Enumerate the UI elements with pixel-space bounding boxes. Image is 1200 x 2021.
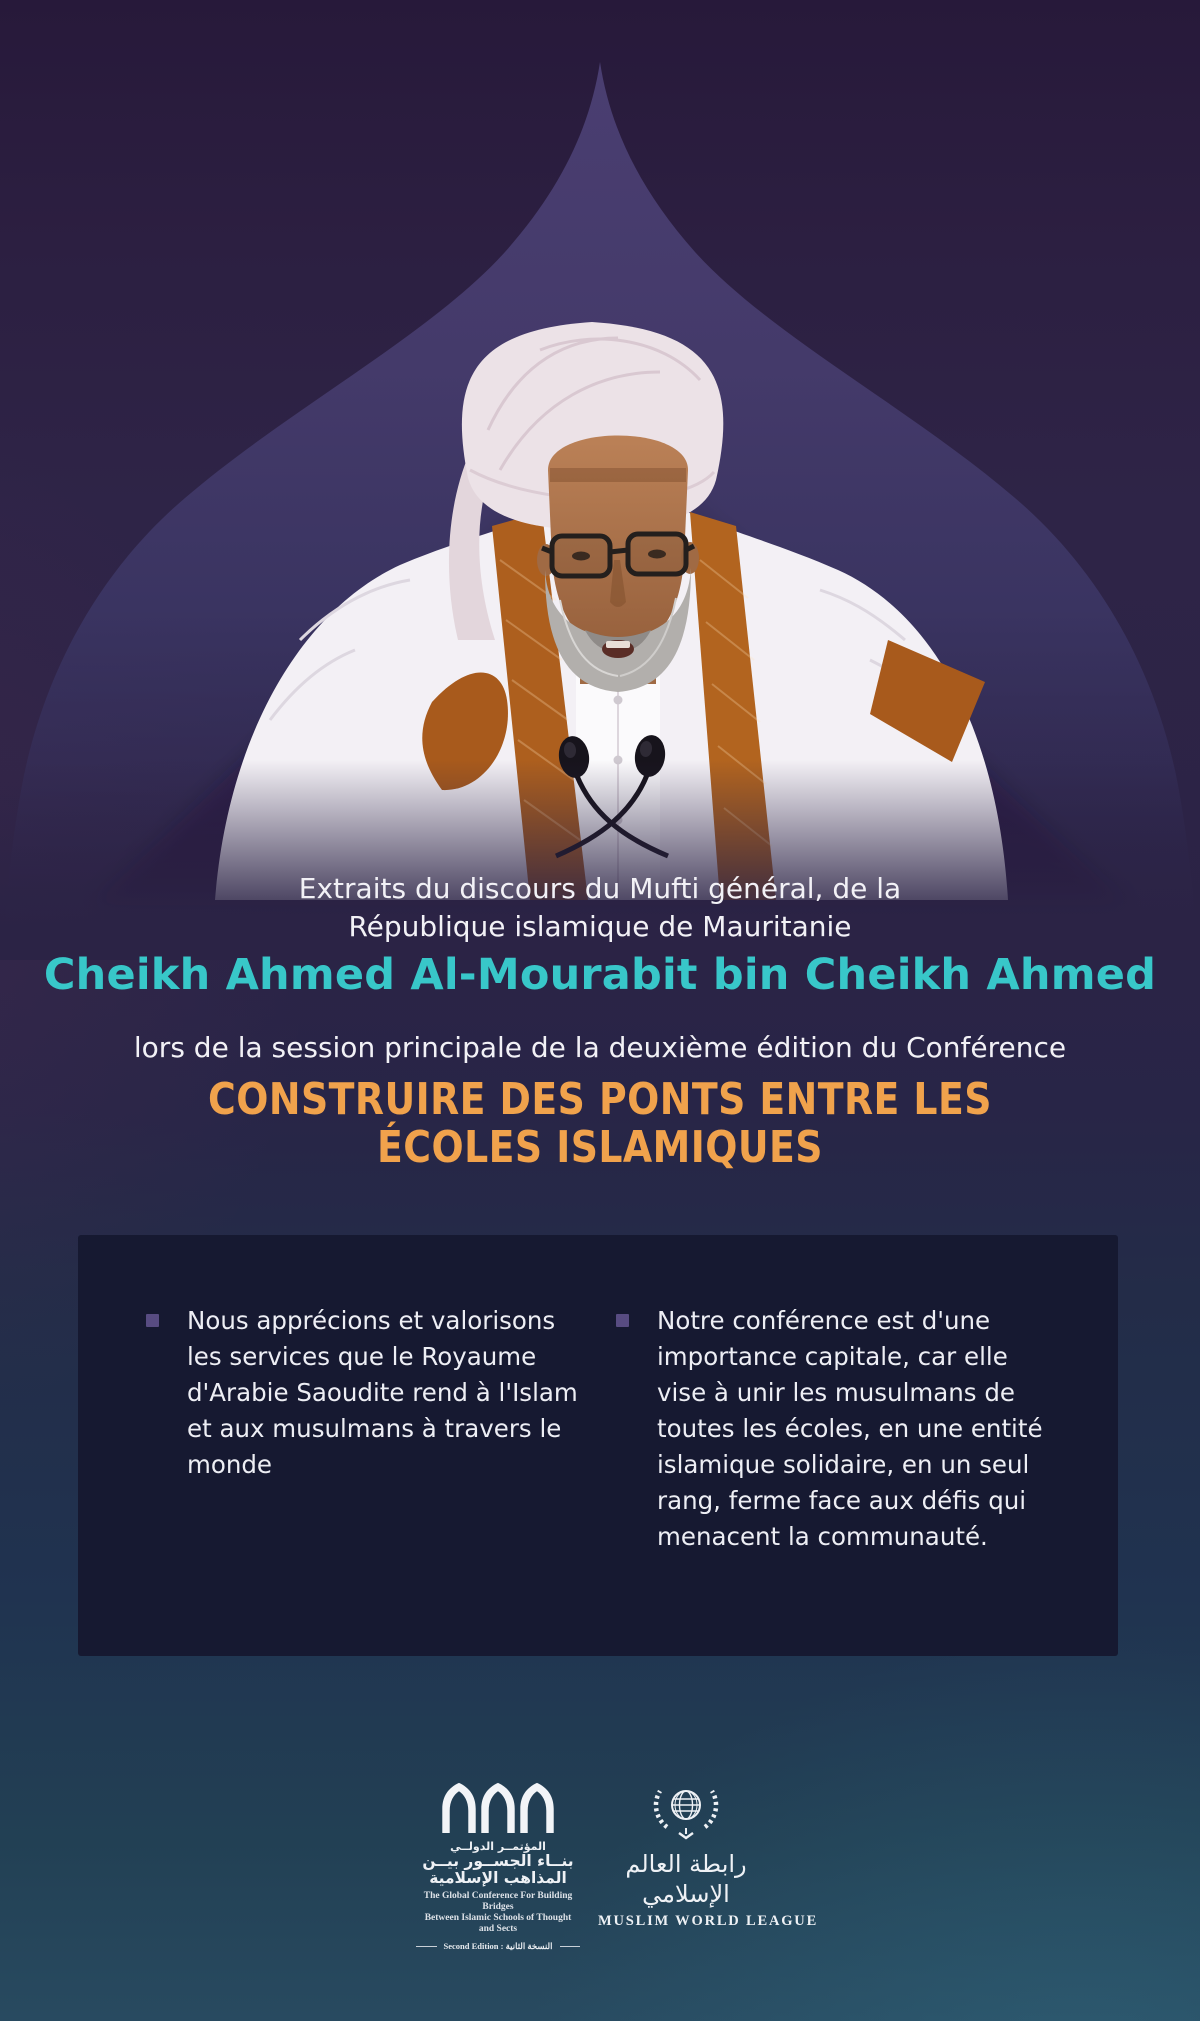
- conference-logo-english-line2: Between Islamic Schools of Thought and Sects: [424, 1913, 572, 1934]
- quote-item: [146, 1303, 592, 1656]
- conference-title-line2: ÉCOLES ISLAMIQUES: [377, 1122, 823, 1173]
- quote-item: [616, 1303, 1062, 1656]
- edition-label: Second Edition : النسخة الثانية: [443, 1941, 553, 1951]
- quote-text: Notre conférence est d'une importance capitale, car elle vise à unir les musulmans de toutes les écoles, en une entité islamique solidaire, en un seul rang, ferme face aux défis qui menacent la communauté.: [657, 1306, 1043, 1551]
- quote-box: [78, 1235, 1118, 1656]
- edition-rule-right: [560, 1946, 581, 1948]
- speaker-name: Cheikh Ahmed Al-Mourabit bin Cheikh Ahmed: [43, 950, 1157, 1000]
- conference-title: [84, 1076, 1116, 1172]
- conference-logo-arabic-line1: المؤتمــر الدولــي: [450, 1840, 546, 1853]
- mwl-arabic-name: رابطة العالم الإسلامي: [625, 1850, 747, 1908]
- conference-logo-arabic-line2: بنــاء الجســور بيــن: [422, 1852, 574, 1870]
- conference-logo: [416, 1781, 580, 1952]
- quote-text: Nous apprécions et valorisons les services que le Royaume d'Arabie Saoudite rend à l'Islam et aux musulmans à travers le monde: [187, 1306, 578, 1479]
- three-arches-icon: [436, 1781, 560, 1833]
- globe-wreath-icon: [645, 1781, 727, 1843]
- muslim-world-league-logo: [598, 1781, 819, 1930]
- bullet-square-icon: [146, 1314, 159, 1327]
- scene-illustration: [0, 0, 1200, 960]
- edition-line: [416, 1941, 580, 1952]
- conference-logo-english-line1: The Global Conference For Building Bridges: [423, 1891, 573, 1912]
- session-line: lors de la session principale de la deuxième édition du Conférence: [133, 1031, 1067, 1064]
- kicker: [0, 870, 1200, 946]
- kicker-line1: Extraits du discours du Mufti général, de la: [298, 872, 902, 905]
- kicker-line2: République islamique de Mauritanie: [348, 910, 852, 943]
- edition-rule-left: [416, 1946, 437, 1948]
- bullet-square-icon: [616, 1314, 629, 1327]
- conference-logo-arabic-line3: المذاهب الإسلامية: [429, 1869, 567, 1887]
- mwl-english-name: MUSLIM WORLD LEAGUE: [598, 1913, 819, 1929]
- conference-title-line1: CONSTRUIRE DES PONTS ENTRE LES: [208, 1074, 992, 1125]
